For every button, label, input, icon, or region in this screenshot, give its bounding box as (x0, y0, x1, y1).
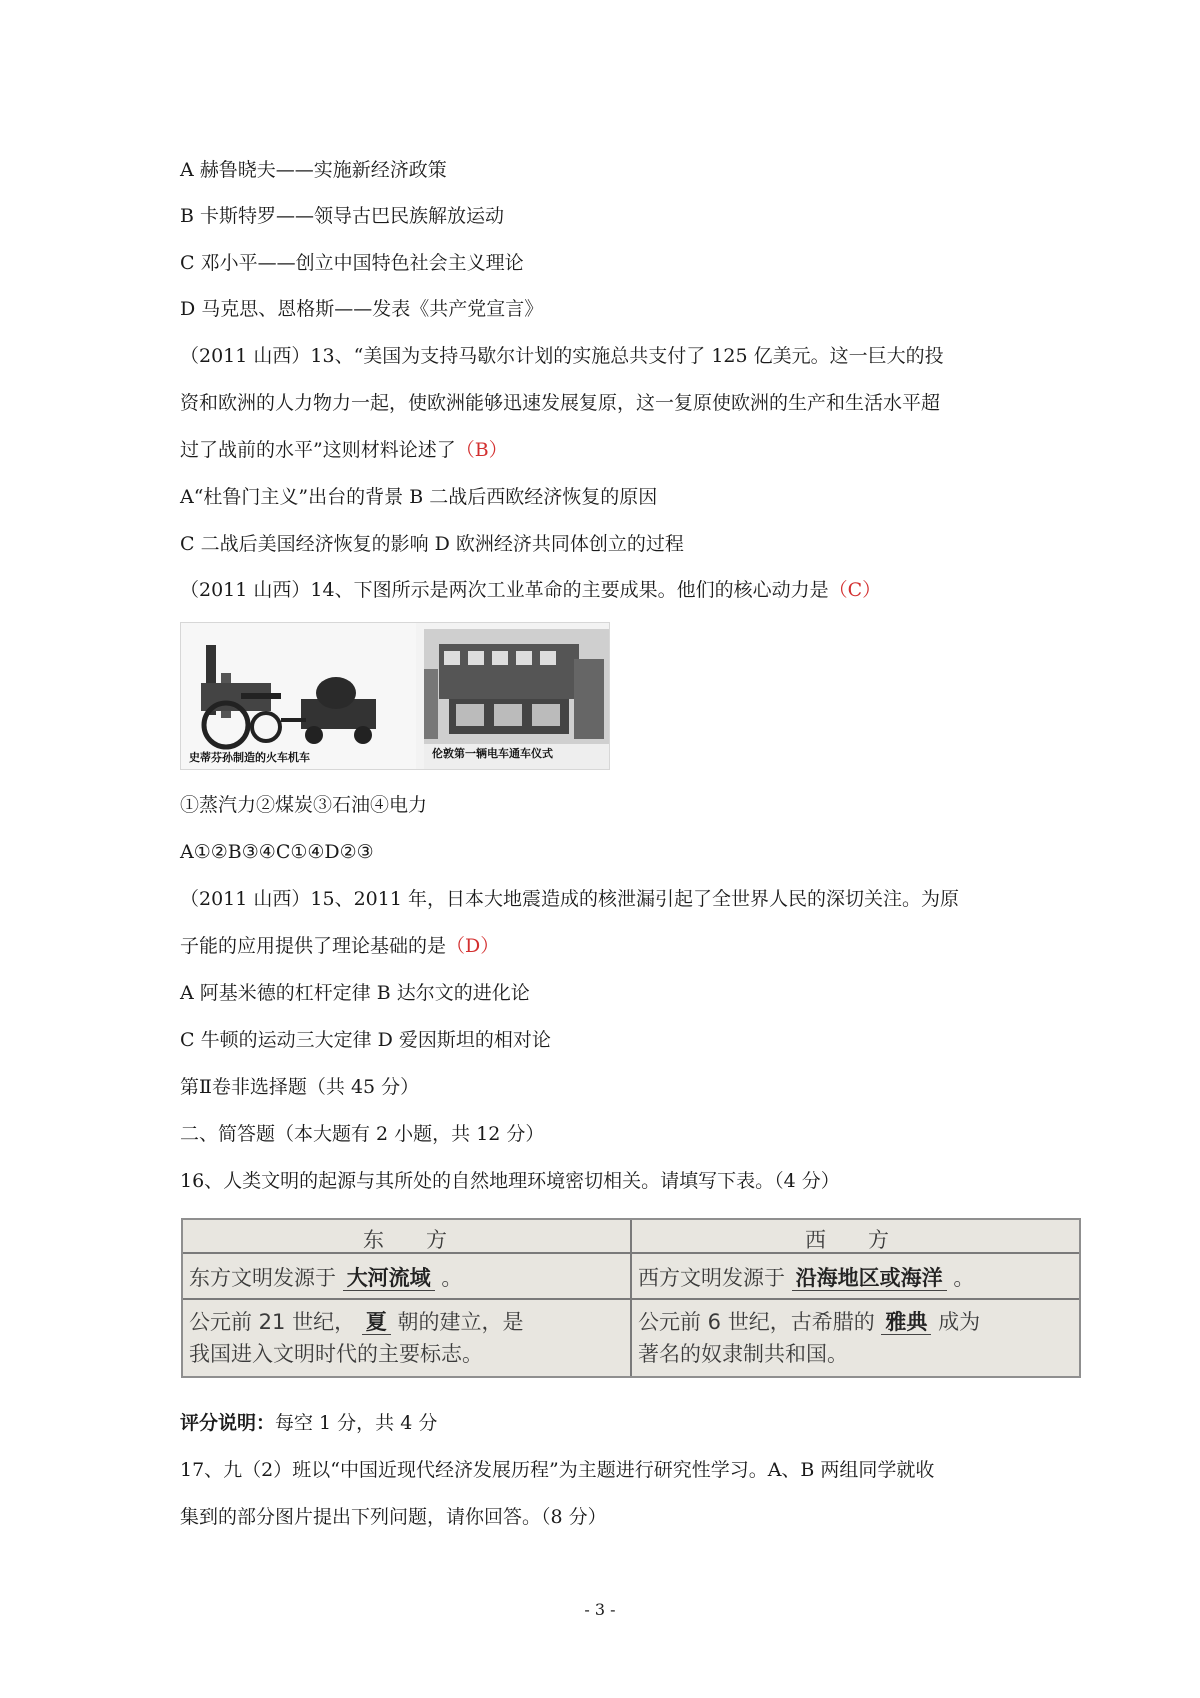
option-d-line: D 马克思、恩格斯——发表《共产党宣言》 (180, 298, 544, 320)
table-row-divider-2 (183, 1298, 1079, 1300)
west-origin-answer: 沿海地区或海洋 (792, 1266, 947, 1291)
table-cell-west-origin (638, 1262, 974, 1292)
locomotive-image (181, 623, 416, 769)
east-dynasty-answer: 夏 (362, 1310, 391, 1335)
east-origin-suffix: 。 (441, 1266, 463, 1290)
question-15-line-1: （2011 山西）15、2011 年，日本大地震造成的核泄漏引起了全世界人民的深切关注。为原 (180, 888, 959, 910)
tram-caption: 伦敦第一辆电车通车仪式 (432, 747, 553, 760)
table-row-divider-1 (183, 1252, 1079, 1254)
question-13-text: 过了战前的水平”这则材料论述了 (180, 439, 456, 461)
table-cell-east-dynasty (189, 1306, 523, 1336)
option-a-line: A 赫鲁晓夫——实施新经济政策 (180, 159, 447, 181)
question-14-items: ①蒸汽力②煤炭③石油④电力 (180, 794, 428, 816)
option-b-line: B 卡斯特罗——领导古巴民族解放运动 (180, 205, 505, 227)
question-17-line-2: 集到的部分图片提出下列问题，请你回答。（8 分） (180, 1506, 607, 1528)
east-dynasty-prefix: 公元前 21 世纪， (189, 1310, 356, 1334)
question-17-line-1: 17、九（2）班以“中国近现代经济发展历程”为主题进行研究性学习。A、B 两组同学就收 (180, 1459, 935, 1481)
east-origin-prefix: 东方文明发源于 (189, 1266, 336, 1290)
option-c-line: C 邓小平——创立中国特色社会主义理论 (180, 252, 524, 274)
tram-image (424, 629, 609, 769)
industrial-revolution-images (180, 622, 610, 770)
east-origin-answer: 大河流域 (343, 1266, 435, 1291)
section-2-heading: 二、简答题（本大题有 2 小题，共 12 分） (180, 1123, 545, 1145)
table-header-west: 西 方 (805, 1228, 889, 1252)
question-13-options-1: A“杜鲁门主义”出台的背景 B 二战后西欧经济恢复的原因 (180, 486, 658, 508)
question-15-text: 子能的应用提供了理论基础的是 (180, 935, 447, 957)
locomotive-illustration (181, 623, 416, 769)
table-cell-west-polis (638, 1306, 980, 1336)
question-15-line-2 (180, 932, 499, 960)
scoring-label: 评分说明： (180, 1412, 276, 1434)
scoring-note (180, 1409, 437, 1437)
question-14-text: （2011 山西）14、下图所示是两次工业革命的主要成果。他们的核心动力是 (180, 579, 829, 601)
locomotive-caption: 史蒂芬孙制造的火车机车 (189, 751, 310, 764)
question-14-options: A①②B③④C①④D②③ (180, 841, 374, 863)
question-13-line-2: 资和欧洲的人力物力一起，使欧洲能够迅速发展复原，这一复原使欧洲的生产和生活水平超 (180, 392, 941, 414)
table-header-east: 东 方 (363, 1228, 447, 1252)
west-polis-suffix: 成为 (938, 1310, 981, 1334)
question-14-line (180, 576, 881, 604)
scoring-text: 每空 1 分，共 4 分 (275, 1412, 438, 1434)
table-cell-east-origin (189, 1262, 462, 1292)
question-15-options-1: A 阿基米德的杠杆定律 B 达尔文的进化论 (180, 982, 530, 1004)
question-13-line-3 (180, 436, 508, 464)
table-cell-west-polis-line2: 著名的奴隶制共和国。 (638, 1342, 848, 1366)
civilization-table (181, 1218, 1081, 1378)
question-16-line: 16、人类文明的起源与其所处的自然地理环境密切相关。请填写下表。（4 分） (180, 1170, 840, 1192)
question-14-answer: （C） (828, 579, 882, 601)
question-15-answer: （D） (446, 935, 500, 957)
question-15-options-2: C 牛顿的运动三大定律 D 爱因斯坦的相对论 (180, 1029, 551, 1051)
question-13-line-1: （2011 山西）13、“美国为支持马歇尔计划的实施总共支付了 125 亿美元。这一巨大的投 (180, 345, 944, 367)
question-13-options-2: C 二战后美国经济恢复的影响 D 欧洲经济共同体创立的过程 (180, 533, 684, 555)
question-13-answer: （B） (455, 439, 508, 461)
west-origin-prefix: 西方文明发源于 (638, 1266, 785, 1290)
table-cell-east-dynasty-line2: 我国进入文明时代的主要标志。 (189, 1342, 483, 1366)
east-dynasty-suffix: 朝的建立，是 (397, 1310, 524, 1334)
west-origin-suffix: 。 (953, 1266, 975, 1290)
part-2-heading: 第Ⅱ卷非选择题（共 45 分） (180, 1076, 420, 1098)
west-polis-answer: 雅典 (881, 1310, 931, 1335)
west-polis-prefix: 公元前 6 世纪，古希腊的 (638, 1310, 875, 1334)
page-number: - 3 - (584, 1600, 616, 1619)
